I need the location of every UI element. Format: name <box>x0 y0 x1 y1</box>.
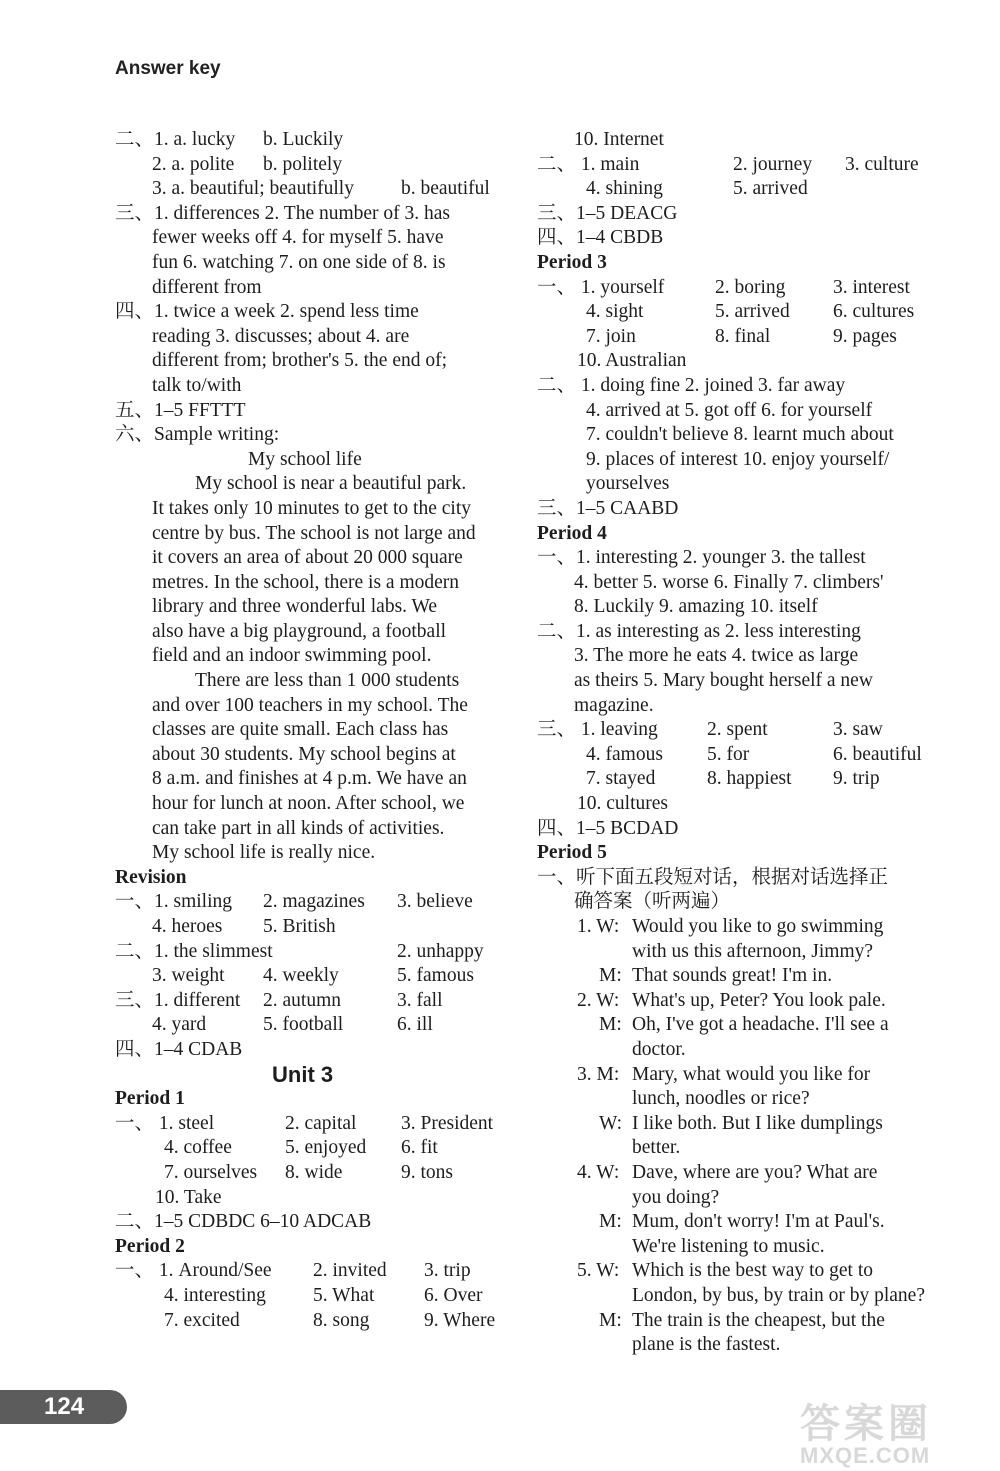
answer-line <box>115 177 515 202</box>
answer-text: 7. stayed <box>586 768 656 790</box>
answer-text: 一、1. smiling <box>115 891 233 913</box>
answer-line <box>115 620 515 645</box>
answer-text: 三、 1. leaving <box>537 719 658 741</box>
answer-text: 三、1. different <box>115 989 241 1011</box>
answer-text: 4. coffee <box>164 1137 232 1159</box>
answer-text: b. politely <box>263 153 343 175</box>
answer-line <box>537 841 937 866</box>
answer-text: 8. wide <box>285 1161 343 1183</box>
answer-line <box>115 1087 515 1112</box>
answer-line <box>115 276 515 301</box>
answer-line <box>115 964 515 989</box>
answer-text: 1. W: <box>577 916 620 937</box>
answer-text: 4. shining <box>586 178 663 200</box>
answer-line <box>537 423 937 448</box>
answer-line <box>115 767 515 792</box>
answer-line <box>115 1284 515 1309</box>
answer-text: plane is the fastest. <box>632 1334 781 1356</box>
answer-line <box>537 792 937 817</box>
answer-text: The train is the cheapest, but the <box>632 1309 885 1331</box>
answer-text: yourselves <box>586 473 670 495</box>
answer-text: 3. fall <box>397 989 443 1011</box>
answer-line <box>115 472 515 497</box>
answer-text: 五、1–5 FFTTT <box>115 399 246 421</box>
answer-line <box>537 1136 937 1161</box>
answer-text: metres. In the school, there is a modern <box>152 571 460 593</box>
answer-text: 二、 1. doing fine 2. joined 3. far away <box>537 374 846 396</box>
answer-text: 7. excited <box>164 1309 240 1331</box>
answer-line <box>115 423 515 448</box>
section-heading: Period 4 <box>537 522 607 544</box>
answer-line <box>537 153 937 178</box>
answer-text: can take part in all kinds of activities. <box>152 817 445 839</box>
answer-line <box>537 595 937 620</box>
answer-text: My school life is really nice. <box>152 842 376 864</box>
answer-text: 二、 1. main <box>537 153 640 175</box>
answer-line <box>115 448 515 473</box>
answer-line <box>115 1309 515 1334</box>
answer-text: library and three wonderful labs. We <box>152 596 438 618</box>
answer-text: 10. Take <box>155 1186 222 1208</box>
answer-text: fewer weeks off 4. for myself 5. have <box>152 227 444 249</box>
answer-text: 5. W: <box>577 1260 620 1282</box>
answer-line <box>115 890 515 915</box>
answer-line <box>115 399 515 424</box>
answer-text: b. beautiful <box>401 178 490 200</box>
answer-text: 5. arrived <box>733 178 808 200</box>
answer-line <box>537 1087 937 1112</box>
answer-text: M: <box>599 965 622 987</box>
answer-line <box>537 718 937 743</box>
answer-text: 四、1–5 BCDAD <box>537 817 679 839</box>
answer-line <box>537 1161 937 1186</box>
answer-line <box>537 546 937 571</box>
answer-text: 2. autumn <box>263 989 341 1011</box>
answer-text: 4. W: <box>577 1161 620 1183</box>
answer-text: 2. journey <box>733 153 813 175</box>
answer-line <box>115 1013 515 1038</box>
answer-text: What's up, Peter? You look pale. <box>632 989 886 1011</box>
answer-text: with us this afternoon, Jimmy? <box>632 940 874 962</box>
answer-text: it covers an area of about 20 000 square <box>152 547 463 569</box>
answer-text: you doing? <box>632 1186 720 1208</box>
answer-line <box>537 817 937 842</box>
answer-text: Mary, what would you like for <box>632 1063 871 1085</box>
answer-line <box>537 202 937 227</box>
answer-text: 6. cultures <box>833 301 915 323</box>
answer-line <box>115 1210 515 1235</box>
answer-line <box>537 374 937 399</box>
answer-line <box>115 251 515 276</box>
answer-line <box>537 1235 937 1260</box>
answer-line <box>115 940 515 965</box>
answer-text: 2. unhappy <box>397 940 484 962</box>
answer-line <box>115 669 515 694</box>
answer-line <box>537 448 937 473</box>
watermark <box>800 1392 932 1469</box>
answer-line <box>537 620 937 645</box>
answer-line <box>537 325 937 350</box>
answer-text: 二、1–5 CDBDC 6–10 ADCAB <box>115 1211 372 1233</box>
answer-line <box>115 1186 515 1211</box>
answer-line <box>537 1333 937 1358</box>
answer-line <box>115 817 515 842</box>
answer-text: 四、1–4 CBDB <box>537 227 664 249</box>
answer-text: 3. a. beautiful; beautifully <box>152 178 354 200</box>
answer-text: M: <box>599 1211 622 1233</box>
answer-text: 8. happiest <box>707 768 792 790</box>
answer-line <box>115 644 515 669</box>
answer-line <box>537 644 937 669</box>
answer-text: There are less than 1 000 students <box>195 670 460 692</box>
answer-text: reading 3. discusses; about 4. are <box>152 325 410 347</box>
answer-line <box>115 300 515 325</box>
unit-title: Unit 3 <box>272 1061 334 1087</box>
page-header: Answer key <box>115 58 221 79</box>
answer-line <box>537 940 937 965</box>
answer-text: 6. fit <box>401 1137 438 1159</box>
answer-line <box>115 571 515 596</box>
answer-text: 3. culture <box>845 153 919 175</box>
answer-text: and over 100 teachers in my school. The <box>152 694 468 716</box>
answer-text: lunch, noodles or rice? <box>632 1088 810 1110</box>
answer-line <box>537 497 937 522</box>
answer-text: 9. Where <box>424 1309 496 1331</box>
answer-text: 5. British <box>263 916 336 937</box>
answer-line <box>115 915 515 940</box>
answer-line <box>537 694 937 719</box>
answer-column-left <box>115 128 515 1333</box>
answer-line <box>115 1136 515 1161</box>
answer-line <box>115 743 515 768</box>
answer-line <box>115 1259 515 1284</box>
answer-text: 7. join <box>586 325 636 347</box>
section-heading: Period 2 <box>115 1235 185 1257</box>
answer-text: 一、 1. Around/See <box>115 1260 272 1282</box>
answer-text: 3. saw <box>833 719 883 741</box>
answer-text: 5. football <box>263 1014 344 1036</box>
answer-text: different from <box>152 276 262 298</box>
answer-line <box>115 989 515 1014</box>
answer-text: 7. couldn't believe 8. learnt much about <box>586 424 894 446</box>
answer-text: 8. final <box>715 325 771 347</box>
answer-line <box>537 472 937 497</box>
answer-line <box>115 226 515 251</box>
answer-text: 3. weight <box>152 965 225 987</box>
answer-text: 10. Internet <box>574 129 664 150</box>
answer-text: also have a big playground, a football <box>152 620 447 642</box>
answer-text: 6. beautiful <box>833 743 922 765</box>
answer-line <box>115 718 515 743</box>
answer-text: Oh, I've got a headache. I'll see a <box>632 1014 889 1036</box>
answer-text: 4. yard <box>152 1014 207 1036</box>
answer-text: 二、1. as interesting as 2. less interesting <box>537 620 861 642</box>
answer-text: different from; brother's 5. the end of; <box>152 350 448 372</box>
answer-text: I like both. But I like dumplings <box>632 1112 883 1134</box>
page-number-badge <box>0 1390 127 1424</box>
answer-text: talk to/with <box>152 374 242 396</box>
answer-line <box>537 522 937 547</box>
answer-text: doctor. <box>632 1038 686 1060</box>
answer-line <box>115 546 515 571</box>
answer-text: 5. famous <box>397 965 474 987</box>
watermark-logo: 答案圈 <box>800 1402 932 1446</box>
section-heading: Period 3 <box>537 251 607 273</box>
answer-line <box>115 866 515 891</box>
answer-text: My school life <box>248 448 362 470</box>
answer-text: 2. magazines <box>263 891 365 913</box>
answer-text: field and an indoor swimming pool. <box>152 645 432 667</box>
answer-line <box>537 276 937 301</box>
answer-text: b. Luckily <box>263 129 344 150</box>
answer-line <box>115 595 515 620</box>
answer-text: 8. Luckily 9. amazing 10. itself <box>574 596 818 618</box>
answer-line <box>115 349 515 374</box>
answer-line <box>537 767 937 792</box>
answer-text: 2. boring <box>715 276 786 298</box>
answer-line <box>537 1210 937 1235</box>
answer-text: 4. interesting <box>164 1284 266 1306</box>
section-heading: Period 5 <box>537 842 607 864</box>
answer-text: M: <box>599 1014 622 1036</box>
answer-text: 3. trip <box>424 1260 471 1282</box>
answer-text: 5. enjoyed <box>285 1137 367 1159</box>
answer-line <box>537 571 937 596</box>
answer-text: 10. Australian <box>577 350 687 372</box>
answer-line <box>537 300 937 325</box>
watermark-url: MXQE.COM <box>800 1443 931 1468</box>
answer-text: classes are quite small. Each class has <box>152 719 449 741</box>
answer-text: fun 6. watching 7. on one side of 8. is <box>152 251 446 273</box>
answer-text: better. <box>632 1137 681 1159</box>
answer-text: That sounds great! I'm in. <box>632 965 833 987</box>
answer-line <box>115 1112 515 1137</box>
answer-text: about 30 students. My school begins at <box>152 743 456 765</box>
answer-line <box>115 1038 515 1063</box>
answer-text: centre by bus. The school is not large and <box>152 522 476 544</box>
answer-text: 10. cultures <box>577 793 668 815</box>
answer-line <box>115 202 515 227</box>
answer-line <box>537 1284 937 1309</box>
answer-line <box>115 497 515 522</box>
answer-text: 6. ill <box>397 1014 433 1036</box>
answer-text: 三、1–5 DEACG <box>537 202 678 224</box>
answer-text: 三、1–5 CAABD <box>537 497 679 519</box>
answer-text: 一、听下面五段短对话，根据对话选择正 <box>537 866 889 888</box>
answer-text: 二、1. a. lucky <box>115 129 236 150</box>
answer-line <box>537 177 937 202</box>
answer-line <box>537 866 937 891</box>
answer-text: 5. arrived <box>715 301 790 323</box>
answer-text: 六、Sample writing: <box>115 424 280 446</box>
answer-text: It takes only 10 minutes to get to the city <box>152 497 471 519</box>
answer-text: hour for lunch at noon. After school, we <box>152 793 465 815</box>
answer-line <box>115 153 515 178</box>
answer-line <box>537 1038 937 1063</box>
answer-text: 9. trip <box>833 768 880 790</box>
answer-text: 二、1. the slimmest <box>115 940 273 962</box>
page-number: 124 <box>44 1393 85 1420</box>
answer-text: 4. arrived at 5. got off 6. for yourself <box>586 399 873 421</box>
answer-text: 4. weekly <box>263 965 339 987</box>
answer-text: 四、1–4 CDAB <box>115 1038 243 1060</box>
answer-text: magazine. <box>574 694 654 716</box>
answer-text: 4. heroes <box>152 916 223 937</box>
answer-text: 3. M: <box>577 1063 620 1085</box>
answer-text: 8. song <box>313 1309 370 1331</box>
answer-text: 4. sight <box>586 301 644 323</box>
answer-line <box>537 251 937 276</box>
answer-text: We're listening to music. <box>632 1235 825 1257</box>
answer-line <box>537 399 937 424</box>
answer-line <box>537 1259 937 1284</box>
section-heading: Period 1 <box>115 1088 185 1110</box>
answer-text: 4. famous <box>586 743 663 765</box>
answer-text: 3. The more he eats 4. twice as large <box>574 645 859 667</box>
answer-text: as theirs 5. Mary bought herself a new <box>574 670 873 692</box>
answer-text: 一、1. interesting 2. younger 3. the tallest <box>537 547 866 569</box>
answer-text: 一、 1. steel <box>115 1112 215 1134</box>
answer-line <box>537 1112 937 1137</box>
answer-line <box>537 1309 937 1334</box>
answer-text: 5. for <box>707 743 750 765</box>
answer-text: 6. Over <box>424 1284 483 1306</box>
answer-line <box>537 128 937 153</box>
answer-line <box>115 694 515 719</box>
answer-line <box>537 743 937 768</box>
answer-line <box>537 1186 937 1211</box>
answer-text: W: <box>599 1112 623 1134</box>
answer-text: 3. interest <box>833 276 910 298</box>
answer-line <box>537 890 937 915</box>
answer-text: 9. pages <box>833 325 897 347</box>
answer-text: 一、 1. yourself <box>537 276 665 298</box>
answer-text: Mum, don't worry! I'm at Paul's. <box>632 1211 885 1233</box>
answer-text: 9. places of interest 10. enjoy yourself/ <box>586 448 890 470</box>
answer-text: 四、1. twice a week 2. spend less time <box>115 301 419 323</box>
answer-text: 3. believe <box>397 891 473 913</box>
answer-text: 5. What <box>313 1284 375 1306</box>
answer-text: 9. tons <box>401 1161 454 1183</box>
answer-line <box>115 128 515 153</box>
answer-line <box>537 226 937 251</box>
answer-line <box>115 1063 515 1088</box>
answer-text: 三、1. differences 2. The number of 3. has <box>115 202 451 224</box>
answer-line <box>115 1235 515 1260</box>
answer-text: M: <box>599 1309 622 1331</box>
answer-text: London, by bus, by train or by plane? <box>632 1284 925 1306</box>
section-heading: Revision <box>115 866 187 888</box>
answer-text: 3. President <box>401 1112 494 1134</box>
answer-text: Would you like to go swimming <box>632 916 884 937</box>
answer-line <box>537 964 937 989</box>
answer-line <box>115 1161 515 1186</box>
answer-text: 8 a.m. and finishes at 4 p.m. We have an <box>152 768 467 790</box>
answer-text: 2. spent <box>707 719 768 741</box>
answer-line <box>537 989 937 1014</box>
answer-line <box>537 349 937 374</box>
answer-text: Dave, where are you? What are <box>632 1161 878 1183</box>
answer-line <box>115 841 515 866</box>
answer-text: 7. ourselves <box>164 1161 258 1183</box>
answer-line <box>115 522 515 547</box>
answer-text: My school is near a beautiful park. <box>195 473 467 495</box>
answer-text: 2. capital <box>285 1112 357 1134</box>
answer-line <box>115 325 515 350</box>
answer-line <box>537 669 937 694</box>
answer-line <box>537 915 937 940</box>
answer-line <box>537 1013 937 1038</box>
answer-text: 确答案（听两遍） <box>574 891 731 913</box>
answer-text: 2. a. polite <box>152 153 235 175</box>
answer-column-right <box>537 128 937 1358</box>
answer-text: 2. W: <box>577 989 620 1011</box>
answer-text: 2. invited <box>313 1260 387 1282</box>
answer-line <box>115 374 515 399</box>
answer-line <box>115 792 515 817</box>
answer-text: Which is the best way to get to <box>632 1260 873 1282</box>
answer-line <box>537 1063 937 1088</box>
answer-text: 4. better 5. worse 6. Finally 7. climbers' <box>574 571 884 593</box>
